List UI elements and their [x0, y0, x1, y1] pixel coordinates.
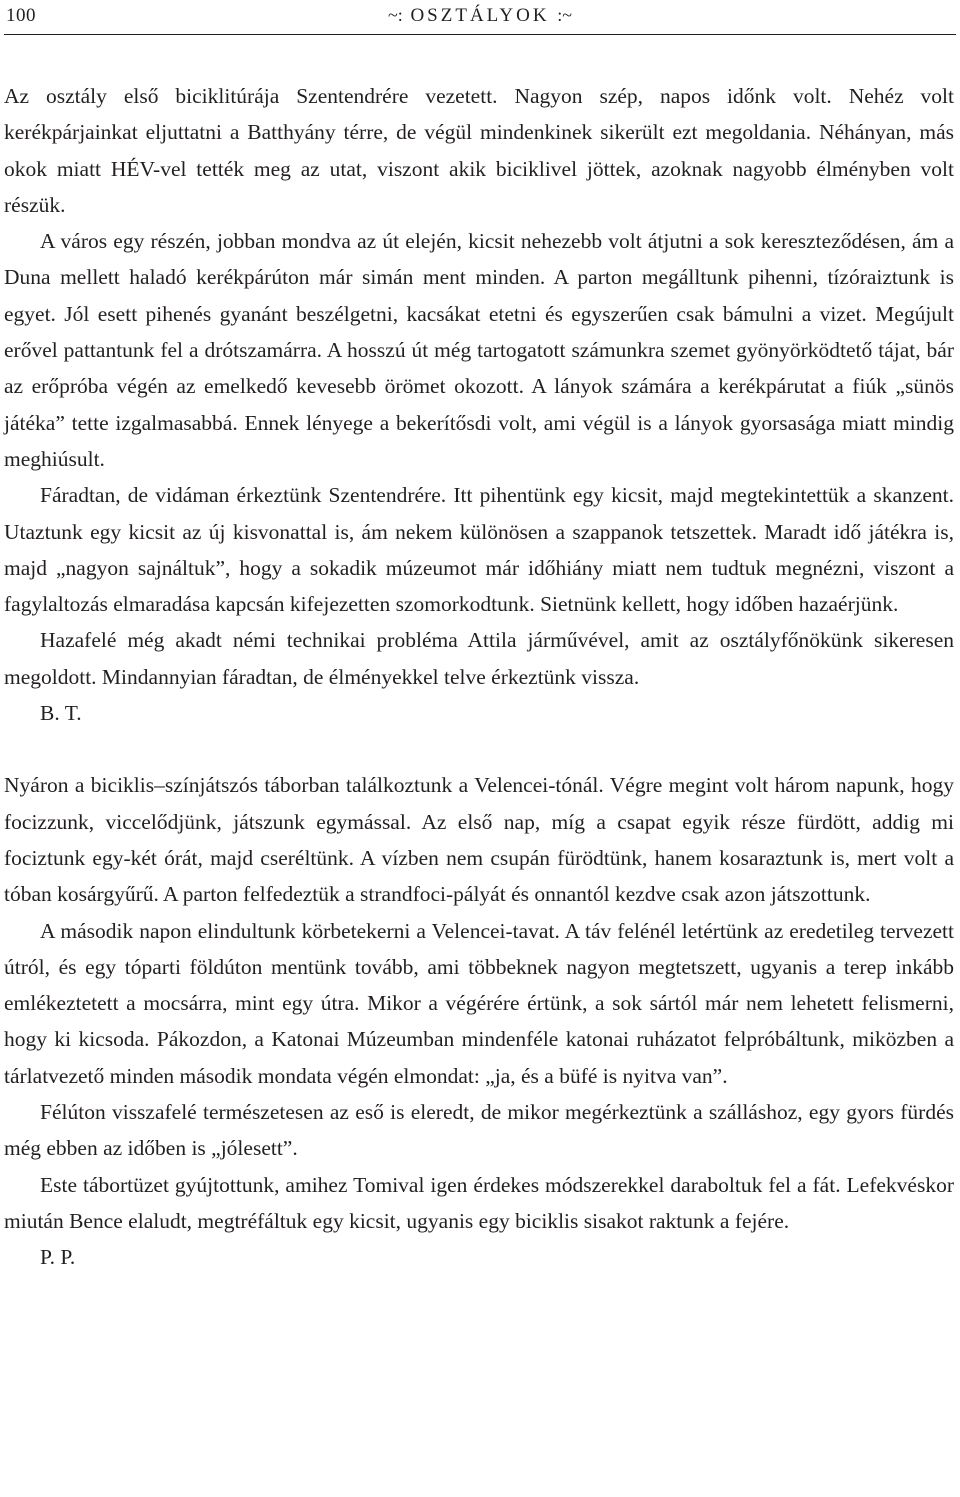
article1-paragraph-3: Fáradtan, de vidáman érkeztünk Szentendrére. Itt pihentünk egy kicsit, majd megtekintettük a skanzent. Utaztunk egy kicsit az új kisvonattal is, ám nekem különösen a szappanok tetszettek. Maradt idő játékra is, majd „nagyon sajnáltuk”, hogy a sokadik múzeumot már időhiány miatt nem tudtuk megnézni, viszont a fagylaltozás elmaradása kapcsán kifejezetten szomorkodtunk. Sietnünk kellett, hogy időben hazaérjünk. [4, 483, 954, 617]
article1-paragraph-1: Az osztály első biciklitúrája Szentendrére vezetett. Nagyon szép, napos időnk volt. Nehéz volt kerékpárjainkat eljuttatni a Batthyány térre, de végül mindenkinek sikerült ezt megoldania. Néhányan, más okok miatt HÉV-vel tették meg az utat, viszont akik biciklivel jöttek, azoknak nagyobb élményben volt részük. [4, 84, 954, 217]
article2-paragraph-3: Félúton visszafelé természetesen az eső is eleredt, de mikor megérkeztünk a szálláshoz, egy gyors fürdés még ebben az időben is „jólesett”. [4, 1100, 954, 1161]
running-head [4, 5, 956, 27]
article-summer-camp-velence [4, 767, 954, 1275]
page-header [4, 0, 956, 35]
article2-paragraph-1: Nyáron a biciklis–színjátszós táborban találkoztunk a Velencei-tónál. Végre megint volt három napunk, hogy focizzunk, viccelődjünk, játszunk egymással. Az első nap, míg a csapat egyik része fürdött, addig mi fociztunk egy-két órát, majd cseréltünk. A vízben nem csupán fürödtünk, hanem kosaraztunk is, mert volt a tóban kosárgyűrű. A parton felfedeztük a strandfoci-pályát és onnantól kezdve csak azon játszottunk. [4, 773, 954, 907]
page-content [4, 78, 954, 1276]
ornament-right: :~ [557, 5, 573, 25]
article1-paragraph-2: A város egy részén, jobban mondva az út elején, kicsit nehezebb volt átjutni a sok kereszteződésen, ám a Duna mellett haladó kerékpárúton már simán ment minden. A parton megálltunk pihenni, tízóraiztunk is egyet. Jól esett pihenés gyanánt beszélgetni, kacsákat etetni és egyszerűen csak bámulni a vizet. Megújult erővel pattantunk fel a drótszamárra. A hosszú út még tartogatott számunkra szemet gyönyörködtető tájat, bár az erőpróba végén az emelkedő kevesebb örömet okozott. A lányok számára a kerékpárutat a fiúk „sünös játéka” tette izgalmasabbá. Ennek lényege a bekerítősdi volt, ami végül is a lányok gyorsasága miatt mindig meghiúsult. [4, 229, 954, 471]
ornament-left: ~: [387, 5, 403, 25]
article2-signature: P. P. [40, 1245, 76, 1270]
article2-paragraph-4: Este tábortüzet gyújtottunk, amihez Tomival igen érdekes módszerekkel daraboltuk fel a fát. Lefekvéskor miután Bence elaludt, megtréfáltuk egy kicsit, ugyanis egy biciklis sisakot raktunk a fejére. [4, 1172, 954, 1233]
article2-paragraph-2: A második napon elindultunk körbetekerni a Velencei-tavat. A táv felénél letértünk az eredetileg tervezett útról, és egy tóparti földúton mentünk tovább, ami többeknek nagyon megtetszett, ugyanis a terep inkább emlékeztetett a mocsárra, mint egy útra. Mikor a végérére értünk, a sok sártól már nem lehetett felismerni, hogy ki kicsoda. Pákozdon, a Katonai Múzeumban mindenféle katonai ruházatot felpróbáltunk, miközben a tárlatvezető minden második mondata végén elmondat: „ja, és a büfé is nyitva van”. [4, 918, 954, 1088]
section-spacer [4, 731, 954, 767]
article-bike-tour-szentendre [4, 78, 954, 731]
running-head-title: OSZTÁLYOK [410, 5, 550, 26]
article1-paragraph-4: Hazafelé még akadt némi technikai probléma Attila járművével, amit az osztályfőnökünk sikeresen megoldott. Mindannyian fáradtan, de élményekkel telve érkeztünk vissza. [4, 628, 954, 689]
page-number: 100 [6, 5, 36, 26]
article1-signature: B. T. [40, 701, 82, 726]
